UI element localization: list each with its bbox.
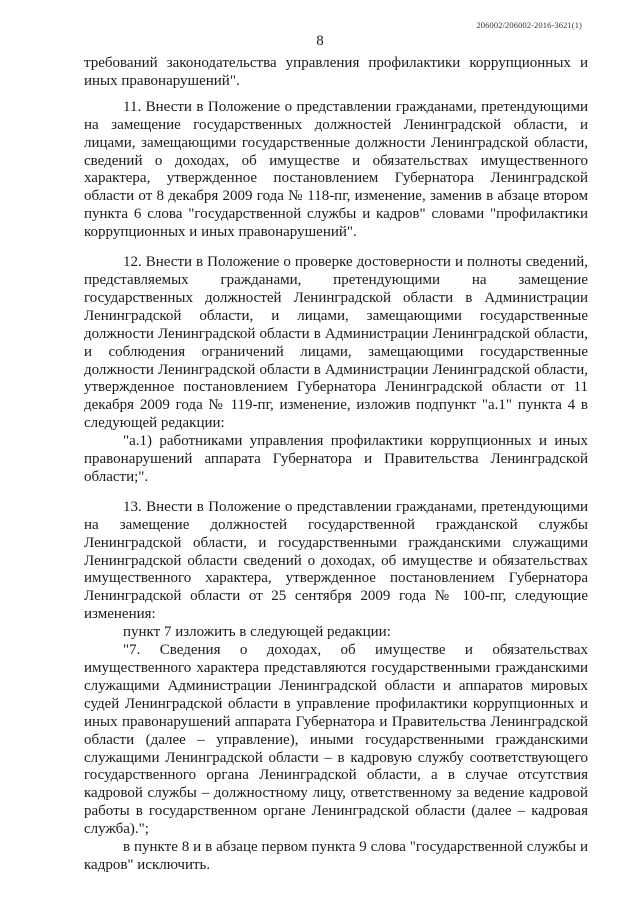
paragraph-continuation: требований законодательства управления профилактики коррупционных и иных правонарушений". bbox=[84, 55, 588, 89]
paragraph-point-7-intro: пункт 7 изложить в следующей редакции: bbox=[123, 624, 391, 641]
paragraph-point-8-9: в пункте 8 и в абзаце первом пункта 9 слова "государственной службы и кадров" исключить. bbox=[84, 839, 588, 873]
paragraph-item-13: 13. Внести в Положение о представлении гражданами, претендующими на замещение должностей государственной гражданской службы Ленинградской области, и государственными гражданскими служащими Ленинградской области сведений о доходах, об имуществе и обязательствах имущественного характера, утвержденное постановлением Губернатора Ленинградской области от 25 сентября 2009 года № 100-пг, следующие изменения: bbox=[84, 498, 588, 623]
paragraph-item-12: 12. Внести в Положение о проверке достоверности и полноты сведений, представляемых гражданами, претендующими на замещение государственных должностей Ленинградской области в Администрации Ленинградской области, и лицами, замещающими государственные должности Ленинградской области в Администрации Ленинградской области, и соблюдения ограничений лицами, замещающими государственные должности Ленинградской области в Администрации Ленинградской области, утвержденное постановлением Губернатора Ленинградской области от 11 декабря 2009 года № 119-пг, изменение, изложив подпункт "а.1" пункта 4 в следующей редакции: bbox=[84, 254, 588, 432]
page-number: 8 bbox=[316, 33, 324, 49]
paragraph-item-11: 11. Внести в Положение о представлении гражданами, претендующими на замещение государственных должностей Ленинградской области, и лицами, замещающими государственные должности Ленинградской области, сведений о доходах, об имуществе и обязательствах имущественного характера, утвержденное постановлением Губернатора Ленинградской области от 8 декабря 2009 года № 118-пг, изменение, заменив в абзаце втором пункта 6 слова "государственной службы и кадров" словами "профилактики коррупционных и иных правонарушений". bbox=[84, 98, 588, 241]
paragraph-quote-a1: "а.1) работниками управления профилактики коррупционных и иных правонарушений аппарата Губернатора и Правительства Ленинградской области;". bbox=[84, 433, 588, 485]
document-body bbox=[84, 55, 588, 875]
paragraph-quote-point-7: "7. Сведения о доходах, об имуществе и обязательствах имущественного характера представляются государственными гражданскими служащими Администрации Ленинградской области и аппаратов мировых судей Ленинградской области в управление профилактики коррупционных и иных правонарушений аппарата Губернатора и Правительства Ленинградской области (далее – управление), иными государственными гражданскими служащими Ленинградской области – в кадровую службу соответствующего государственного органа Ленинградской области, а в случае отсутствия кадровой службы – должностному лицу, ответственному за ведение кадровой работы в государственном органе Ленинградской области (далее – кадровая служба)."; bbox=[84, 642, 588, 838]
document-id: 206002/206002-2016-3621(1) bbox=[476, 20, 582, 30]
